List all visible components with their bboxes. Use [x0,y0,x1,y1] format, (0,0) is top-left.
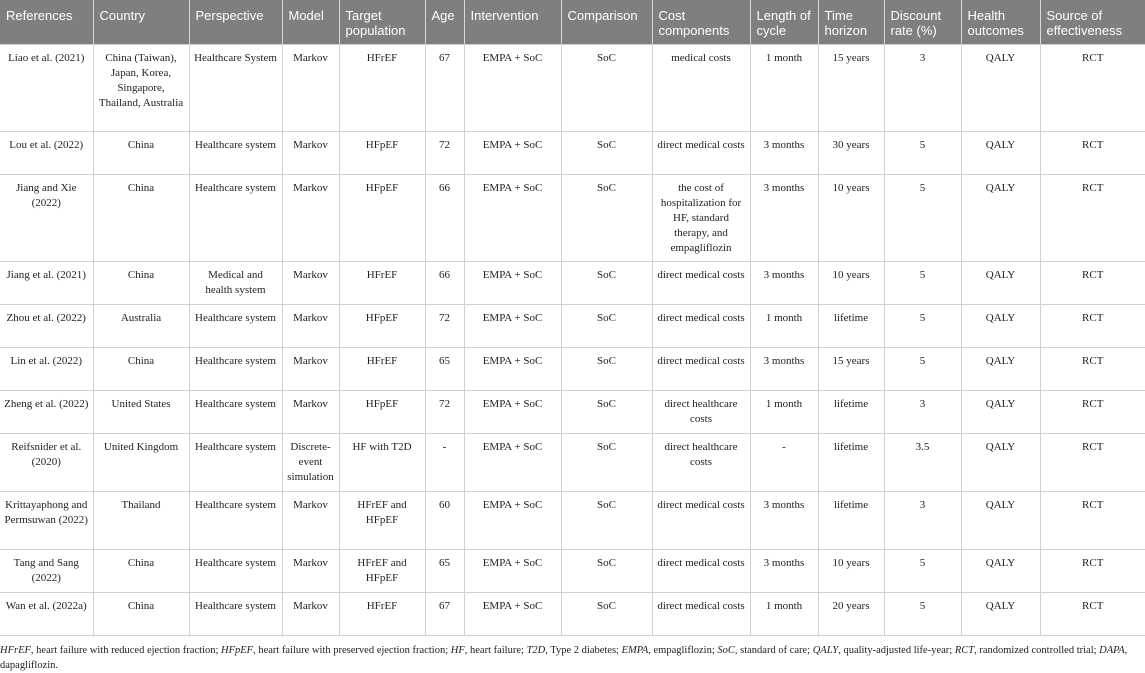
table-cell: 20 years [818,593,884,636]
table-cell: EMPA + SoC [464,593,561,636]
column-header: Time horizon [818,0,884,45]
table-cell: Markov [282,492,339,550]
column-header: Target population [339,0,425,45]
column-header: Age [425,0,464,45]
table-row [0,492,1145,550]
footnote-definition: , heart failure with preserved ejection fraction; [253,645,451,656]
table-cell: 5 [884,305,961,348]
table-cell: 5 [884,175,961,262]
table-cell: 5 [884,348,961,391]
table-cell: HFrEF and HFpEF [339,492,425,550]
table-cell: EMPA + SoC [464,550,561,593]
table-cell: 15 years [818,348,884,391]
footnote-definition: , randomized controlled trial; [974,645,1100,656]
table-cell: 3 months [750,550,818,593]
table-cell: QALY [961,593,1040,636]
table-cell: 3 months [750,132,818,175]
table-cell: 3 months [750,492,818,550]
table-cell: RCT [1040,434,1145,492]
table-cell: Tang and Sang (2022) [0,550,93,593]
column-header: Perspective [189,0,282,45]
table-cell: HFrEF [339,45,425,132]
table-cell: Markov [282,45,339,132]
table-cell: RCT [1040,262,1145,305]
table-cell: United States [93,391,189,434]
footnote-abbreviation: T2D [526,645,546,656]
table-cell: China [93,550,189,593]
table-row [0,434,1145,492]
table-cell: China [93,175,189,262]
table-cell: SoC [561,305,652,348]
table-cell: RCT [1040,305,1145,348]
table-cell: direct medical costs [652,348,750,391]
table-cell: Reifsnider et al. (2020) [0,434,93,492]
table-cell: 3 months [750,262,818,305]
table-cell: China [93,132,189,175]
table-cell: HFrEF and HFpEF [339,550,425,593]
table-cell: 10 years [818,262,884,305]
table-cell: 67 [425,45,464,132]
table-cell: HFpEF [339,175,425,262]
table-cell: direct healthcare costs [652,434,750,492]
table-cell: lifetime [818,434,884,492]
table-cell: EMPA + SoC [464,45,561,132]
table-cell: RCT [1040,175,1145,262]
table-cell: RCT [1040,550,1145,593]
table-cell: QALY [961,492,1040,550]
table-cell: RCT [1040,348,1145,391]
table-cell: EMPA + SoC [464,262,561,305]
table-cell: 1 month [750,45,818,132]
table-cell: China (Taiwan), Japan, Korea, Singapore, Thailand, Australia [93,45,189,132]
table-row [0,305,1145,348]
table-cell: 5 [884,550,961,593]
table-cell: SoC [561,175,652,262]
table-row [0,550,1145,593]
table-cell: 10 years [818,175,884,262]
table-cell: - [425,434,464,492]
table-cell: QALY [961,262,1040,305]
table-cell: Healthcare system [189,348,282,391]
table-cell: lifetime [818,391,884,434]
column-header: References [0,0,93,45]
table-cell: Healthcare system [189,492,282,550]
footnote-abbreviation: RCT [954,645,975,656]
table-cell: Markov [282,175,339,262]
column-header: Cost components [652,0,750,45]
table-cell: 65 [425,550,464,593]
table-cell: direct medical costs [652,305,750,348]
table-cell: SoC [561,262,652,305]
table-cell: China [93,348,189,391]
table-cell: HF with T2D [339,434,425,492]
table-cell: Healthcare System [189,45,282,132]
table-cell: SoC [561,132,652,175]
table-cell: 65 [425,348,464,391]
table-cell: 15 years [818,45,884,132]
footnote-definition: , dapagliflozin. [0,645,1128,671]
table-cell: EMPA + SoC [464,175,561,262]
table-cell: 66 [425,262,464,305]
table-row [0,45,1145,132]
table-cell: China [93,593,189,636]
column-header: Length of cycle [750,0,818,45]
footnote-definition: , empagliflozin; [648,645,718,656]
table-cell: RCT [1040,132,1145,175]
footnote-abbreviation: HF [450,645,465,656]
column-header: Comparison [561,0,652,45]
table-row [0,391,1145,434]
table-cell: the cost of hospitalization for HF, standard therapy, and empagliflozin [652,175,750,262]
table-cell: EMPA + SoC [464,305,561,348]
table-cell: QALY [961,45,1040,132]
table-cell: QALY [961,391,1040,434]
table-cell: Markov [282,550,339,593]
table-cell: EMPA + SoC [464,348,561,391]
table-row [0,593,1145,636]
table-cell: 72 [425,391,464,434]
table-cell: HFpEF [339,132,425,175]
table-cell: EMPA + SoC [464,492,561,550]
table-cell: Jiang and Xie (2022) [0,175,93,262]
footnote-definition: , standard of care; [734,645,813,656]
table-cell: 1 month [750,593,818,636]
table-cell: HFpEF [339,305,425,348]
header-row [0,0,1145,45]
table-cell: 30 years [818,132,884,175]
table-cell: SoC [561,492,652,550]
table-cell: direct medical costs [652,132,750,175]
table-cell: 67 [425,593,464,636]
table-cell: RCT [1040,492,1145,550]
footnote-definition: , quality-adjusted life-year; [838,645,955,656]
table-cell: Krittayaphong and Permsuwan (2022) [0,492,93,550]
table-cell: Jiang et al. (2021) [0,262,93,305]
table-cell: QALY [961,132,1040,175]
column-header: Country [93,0,189,45]
table-cell: Markov [282,132,339,175]
column-header: Intervention [464,0,561,45]
table-cell: SoC [561,348,652,391]
footnote-definition: , heart failure; [464,645,527,656]
table-cell: 3 months [750,175,818,262]
table-cell: China [93,262,189,305]
table-cell: Healthcare system [189,593,282,636]
table-cell: Liao et al. (2021) [0,45,93,132]
table-cell: lifetime [818,492,884,550]
table-cell: Lin et al. (2022) [0,348,93,391]
table-cell: Australia [93,305,189,348]
table-cell: direct medical costs [652,262,750,305]
table-body [0,45,1145,636]
table-cell: Discrete-event simulation [282,434,339,492]
table-cell: Healthcare system [189,175,282,262]
table-cell: EMPA + SoC [464,391,561,434]
table-cell: QALY [961,305,1040,348]
table-cell: Medical and health system [189,262,282,305]
table-cell: Lou et al. (2022) [0,132,93,175]
footnote-abbreviation: QALY [812,645,839,656]
table-cell: QALY [961,348,1040,391]
table-cell: direct medical costs [652,492,750,550]
footnote-abbreviation: HFrEF [0,645,31,656]
table-cell: Healthcare system [189,550,282,593]
table-cell: QALY [961,434,1040,492]
table-cell: EMPA + SoC [464,132,561,175]
table-cell: HFpEF [339,391,425,434]
footnote-abbreviation: HFpEF [221,645,254,656]
table-cell: 1 month [750,305,818,348]
table-cell: 5 [884,593,961,636]
table-cell: SoC [561,550,652,593]
table-row [0,348,1145,391]
table-cell: Wan et al. (2022a) [0,593,93,636]
column-header: Health outcomes [961,0,1040,45]
table-cell: RCT [1040,45,1145,132]
table-cell: 72 [425,305,464,348]
table-row [0,132,1145,175]
table-cell: Markov [282,348,339,391]
footnote-definition: , Type 2 diabetes; [545,645,622,656]
table-cell: 66 [425,175,464,262]
table-cell: direct medical costs [652,593,750,636]
table-cell: EMPA + SoC [464,434,561,492]
table-cell: 3.5 [884,434,961,492]
footnote-abbreviation: DAPA [1099,645,1125,656]
table-cell: direct healthcare costs [652,391,750,434]
table-cell: 3 [884,45,961,132]
table-cell: SoC [561,593,652,636]
table-cell: 60 [425,492,464,550]
table-cell: Markov [282,391,339,434]
table-cell: SoC [561,434,652,492]
table-cell: - [750,434,818,492]
table-cell: 1 month [750,391,818,434]
table-cell: HFrEF [339,593,425,636]
table-cell: Zhou et al. (2022) [0,305,93,348]
table-cell: Markov [282,305,339,348]
column-header: Model [282,0,339,45]
table-cell: Markov [282,262,339,305]
table-cell: lifetime [818,305,884,348]
table-cell: HFrEF [339,348,425,391]
table-cell: HFrEF [339,262,425,305]
table-cell: RCT [1040,593,1145,636]
table-cell: SoC [561,45,652,132]
table-cell: 5 [884,132,961,175]
table-cell: 10 years [818,550,884,593]
table-cell: SoC [561,391,652,434]
footnote-abbreviation: SoC [717,645,735,656]
table-cell: Healthcare system [189,391,282,434]
table-cell: Healthcare system [189,132,282,175]
table-cell: Thailand [93,492,189,550]
footnote-abbreviation: EMPA [621,645,649,656]
table-cell: Markov [282,593,339,636]
table-cell: 3 [884,492,961,550]
table-cell: 72 [425,132,464,175]
table-row [0,175,1145,262]
table-cell: direct medical costs [652,550,750,593]
column-header: Source of effectiveness [1040,0,1145,45]
table-cell: 5 [884,262,961,305]
table-cell: medical costs [652,45,750,132]
table-cell: 3 months [750,348,818,391]
table-cell: QALY [961,550,1040,593]
table-cell: 3 [884,391,961,434]
column-header: Discount rate (%) [884,0,961,45]
table-cell: Healthcare system [189,434,282,492]
table-cell: RCT [1040,391,1145,434]
table-row [0,262,1145,305]
table-cell: United Kingdom [93,434,189,492]
table-cell: Healthcare system [189,305,282,348]
footnote-definition: , heart failure with reduced ejection fraction; [30,645,221,656]
table-cell: Zheng et al. (2022) [0,391,93,434]
table-cell: QALY [961,175,1040,262]
table-footnote [0,643,1140,673]
